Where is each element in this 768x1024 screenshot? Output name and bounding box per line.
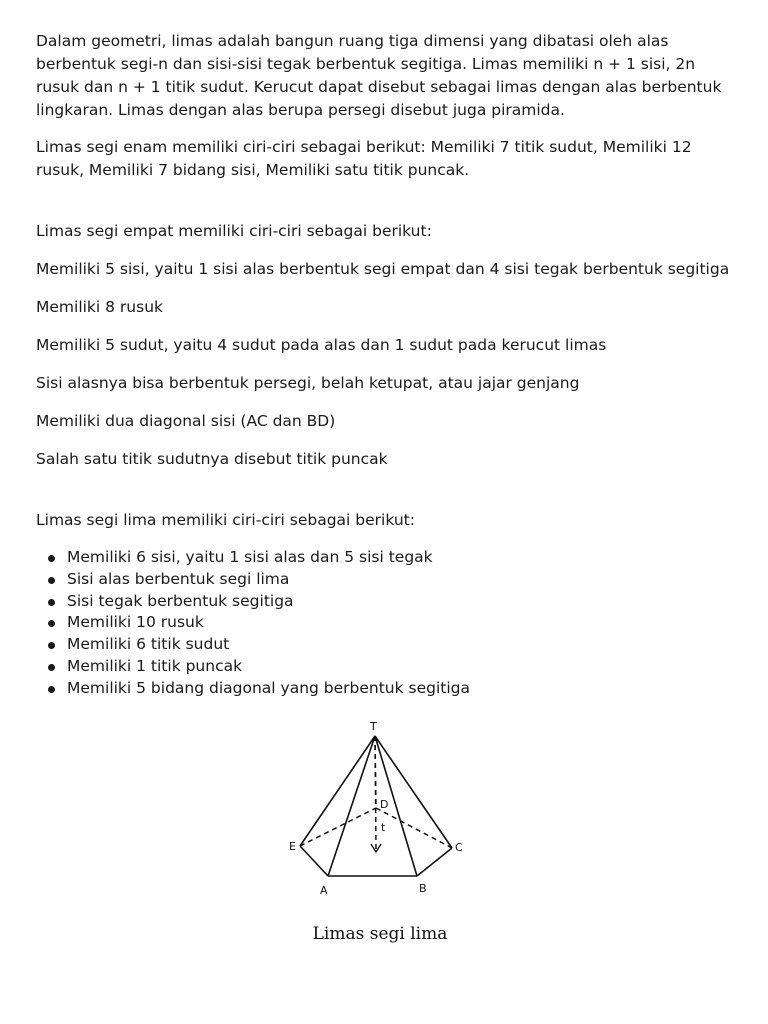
segi-lima-heading: Limas segi lima memiliki ciri-ciri sebagai berikut: [36, 511, 415, 529]
segi-empat-item: Memiliki 8 rusuk [36, 298, 163, 316]
edge-te [300, 736, 375, 846]
figure-caption: Limas segi lima [312, 924, 448, 944]
spacer [36, 486, 736, 509]
label-d: D [380, 798, 389, 811]
segi-lima-list [36, 547, 736, 700]
list-item: Memiliki 6 titik sudut [36, 634, 736, 656]
segi-empat-item: Salah satu titik sudutnya disebut titik puncak [36, 450, 388, 468]
segi-empat-item: Sisi alasnya bisa berbentuk persegi, belah ketupat, atau jajar genjang [36, 374, 580, 392]
segi-empat-item: Memiliki 5 sudut, yaitu 4 sudut pada alas dan 1 sudut pada kerucut limas [36, 336, 607, 354]
list-item: Memiliki 1 titik puncak [36, 656, 736, 678]
label-e: E [289, 840, 296, 853]
list-item: Sisi tegak berbentuk segitiga [36, 591, 736, 613]
label-c: C [455, 841, 463, 854]
list-item: Memiliki 6 sisi, yaitu 1 sisi alas dan 5 sisi tegak [36, 547, 736, 569]
edge-tc [375, 736, 452, 848]
list-item: Sisi alas berbentuk segi lima [36, 569, 736, 591]
label-t: T [370, 720, 377, 733]
intro-paragraph: Dalam geometri, limas adalah bangun ruang tiga dimensi yang dibatasi oleh alas berbentuk segi-n dan sisi-sisi tegak berbentuk segitiga. Limas memiliki n + 1 sisi, 2n rusuk dan n + 1 titik sudut. Kerucut dapat disebut sebagai limas dengan alas berbentuk lingkaran. Limas dengan alas berupa persegi disebut juga piramida. [36, 32, 722, 119]
label-b: B [419, 882, 427, 895]
list-item: Memiliki 10 rusuk [36, 612, 736, 634]
edge-ta [328, 736, 375, 876]
list-item: Memiliki 5 bidang diagonal yang berbentuk segitiga [36, 678, 736, 700]
document-body [36, 30, 736, 700]
limas-segi-lima-figure [280, 716, 480, 948]
height-line [375, 736, 376, 850]
segi-empat-item: Memiliki dua diagonal sisi (AC dan BD) [36, 412, 336, 430]
edge-ed-hidden [300, 808, 376, 846]
segi-enam-paragraph: Limas segi enam memiliki ciri-ciri sebagai berikut: Memiliki 7 titik sudut, Memiliki 12 rusuk, Memiliki 7 bidang sisi, Memiliki satu titik puncak. [36, 138, 692, 179]
edge-ea [300, 846, 328, 876]
segi-empat-item: Memiliki 5 sisi, yaitu 1 sisi alas berbentuk segi empat dan 4 sisi tegak berbentuk segitiga [36, 260, 730, 278]
label-a: A [320, 884, 328, 897]
edge-dc-hidden [376, 808, 452, 848]
pyramid-diagram [280, 716, 480, 921]
label-height-t: t [381, 821, 386, 834]
segi-empat-heading: Limas segi empat memiliki ciri-ciri sebagai berikut: [36, 222, 432, 240]
spacer [36, 197, 736, 220]
edge-bc [417, 848, 452, 876]
